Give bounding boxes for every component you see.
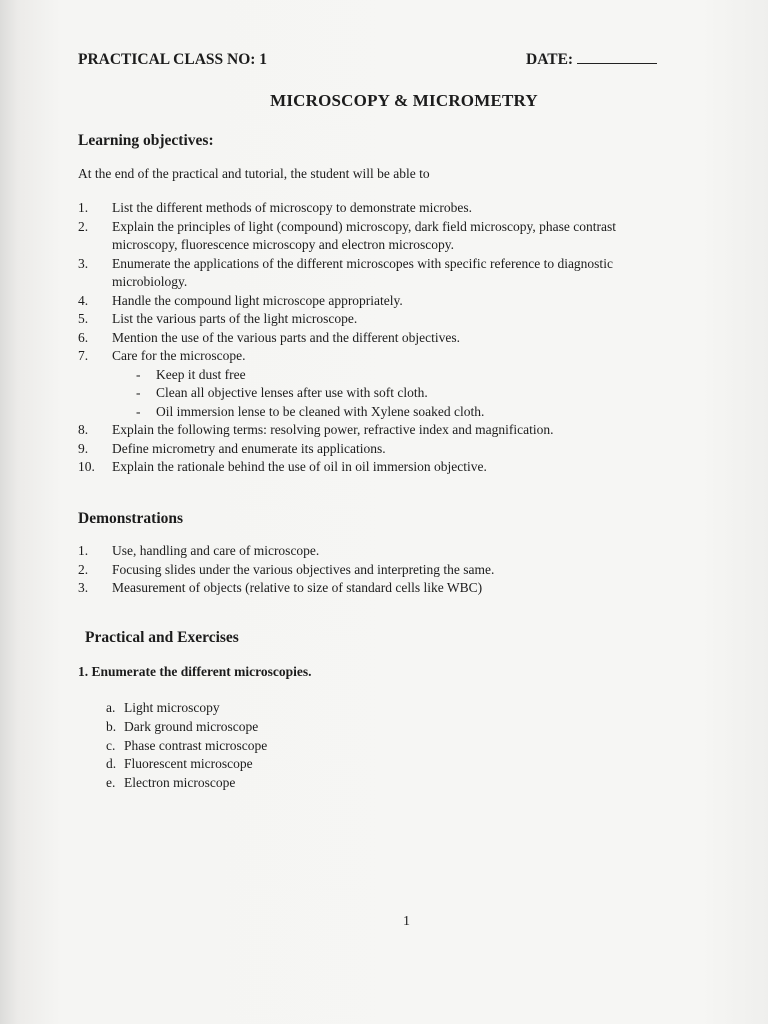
item-text: Explain the principles of light (compound) microscopy, dark field microscopy, phase contrast microscopy, fluorescence microscopy and electron microscopy. <box>112 218 616 252</box>
list-item <box>78 579 678 598</box>
list-item <box>106 699 267 718</box>
item-number: 3. <box>78 255 89 271</box>
item-text: Dark ground microscope <box>124 718 259 734</box>
item-text: Fluorescent microscope <box>124 756 253 772</box>
item-number: 2. <box>78 561 89 577</box>
item-number: 1. <box>78 543 89 558</box>
item-text: Light microscopy <box>124 700 220 715</box>
item-number: 2. <box>78 218 89 234</box>
item-text: Explain the rationale behind the use of oil in oil immersion objective. <box>112 459 487 474</box>
list-item <box>78 310 678 329</box>
date-field <box>526 51 657 69</box>
item-text: Define micrometry and enumerate its applications. <box>112 440 386 456</box>
learning-objectives-intro: At the end of the practical and tutorial, the student will be able to <box>78 166 430 181</box>
sublist-item <box>112 384 678 403</box>
item-letter: e. <box>106 775 116 791</box>
list-item <box>78 421 678 440</box>
item-letter: d. <box>106 756 117 772</box>
item-letter: c. <box>106 737 116 753</box>
item-number: 5. <box>78 311 89 326</box>
date-blank-line <box>577 51 657 64</box>
item-text: Explain the following terms: resolving power, refractive index and magnification. <box>112 422 554 437</box>
list-item <box>106 718 267 737</box>
practical-heading: Practical and Exercises <box>85 629 239 646</box>
item-letter: a. <box>106 700 116 715</box>
sublist-text: Keep it dust free <box>156 366 246 382</box>
item-letter: b. <box>106 718 117 734</box>
item-number: 9. <box>78 440 89 456</box>
list-item <box>78 218 678 255</box>
list-item <box>78 458 678 477</box>
list-item <box>106 774 267 793</box>
item-number: 4. <box>78 292 89 308</box>
item-text: Enumerate the applications of the different microscopes with specific reference to diagnostic microbiology. <box>112 255 613 289</box>
list-item <box>78 347 678 421</box>
item-number: 7. <box>78 348 89 363</box>
sublist-item <box>112 403 678 422</box>
item-text: List the different methods of microscopy to demonstrate microbes. <box>112 200 473 215</box>
dash-bullet: - <box>136 366 141 382</box>
practical-class-number: PRACTICAL CLASS NO: 1 <box>78 51 268 68</box>
list-item <box>78 292 678 311</box>
item-text: Use, handling and care of microscope. <box>112 543 320 558</box>
date-label: DATE: <box>526 51 574 68</box>
sublist-item <box>112 366 678 385</box>
demonstrations-heading: Demonstrations <box>78 510 184 527</box>
item-text: Electron microscope <box>124 775 236 791</box>
document-title: MICROSCOPY & MICROMETRY <box>270 91 538 110</box>
list-item <box>106 755 267 774</box>
microscopies-list <box>106 699 267 793</box>
list-item <box>106 737 267 756</box>
sublist-text: Oil immersion lense to be cleaned with Xylene soaked cloth. <box>156 403 485 419</box>
item-text: Mention the use of the various parts and the different objectives. <box>112 329 461 345</box>
item-number: 6. <box>78 329 89 345</box>
item-number: 1. <box>78 200 89 215</box>
exercise-question: 1. Enumerate the different microscopies. <box>78 664 312 679</box>
item-text: List the various parts of the light microscope. <box>112 311 358 326</box>
learning-objectives-heading: Learning objectives: <box>78 132 214 149</box>
list-item <box>78 255 678 292</box>
item-text: Care for the microscope. <box>112 348 246 363</box>
demonstrations-list <box>78 542 678 598</box>
item-number: 8. <box>78 422 89 437</box>
item-text: Handle the compound light microscope appropriately. <box>112 292 403 308</box>
item-text: Measurement of objects (relative to size of standard cells like WBC) <box>112 580 483 595</box>
care-sublist <box>112 366 678 422</box>
learning-objectives-list <box>78 199 678 477</box>
dash-bullet: - <box>136 403 141 419</box>
item-number: 10. <box>78 459 95 474</box>
list-item <box>78 561 678 580</box>
dash-bullet: - <box>136 385 141 400</box>
list-item <box>78 440 678 459</box>
sublist-text: Clean all objective lenses after use with soft cloth. <box>156 385 428 400</box>
list-item <box>78 199 678 218</box>
page-number: 1 <box>403 914 410 929</box>
item-text: Focusing slides under the various objectives and interpreting the same. <box>112 561 495 577</box>
item-number: 3. <box>78 580 89 595</box>
item-text: Phase contrast microscope <box>124 737 268 753</box>
list-item <box>78 329 678 348</box>
list-item <box>78 542 678 561</box>
